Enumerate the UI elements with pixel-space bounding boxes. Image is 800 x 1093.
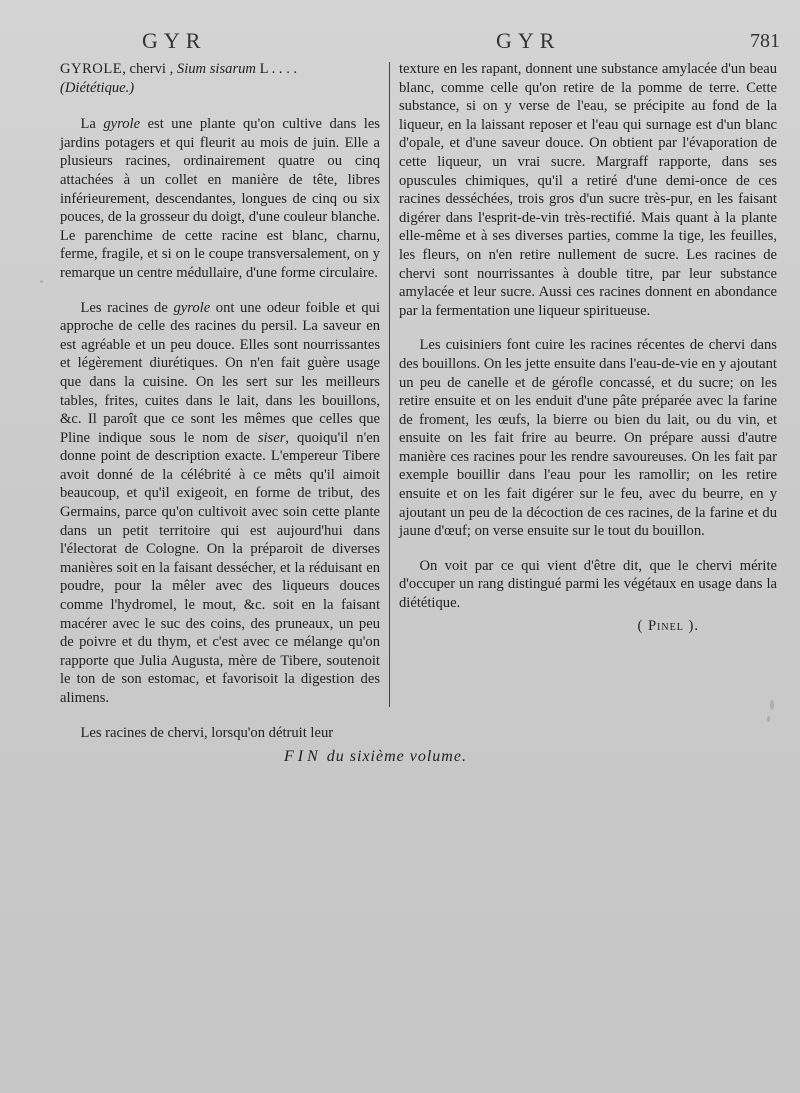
right-running-head: GYR — [496, 28, 561, 53]
left-paragraph-3: Les racines de chervi, lorsqu'on détruit leur — [80, 724, 334, 741]
right-column — [399, 60, 777, 635]
right-paragraph-1: texture en les rapant, donnent une substance amylacée d'un beau blanc, comme celle qu'on retire de la pomme de terre. Cette substance, si on y verse de l'eau, se précipite au fond de la liqueur, en la laissant reposer et l'eau qui surnage est d'un blanc d'opale, et d'une saveur douce. On obtient par l'évaporation de cette liqueur, un vrai sucre. Margraff rapporte, dans ses opuscules chimiques, qu'il a retiré d'une demi-once de ces racines desséchées, trois gros d'un sucre très-pur, en les faisant digérer dans l'esprit-de-vin très-rectifié. Mais quant à la plante elle-même et à ses diverses parties, comme la tige, les feuilles, les fleurs, on n'en retire nullement de sucre. Les racines de chervi sont nourrissantes à double titre, par leur substance amylacée et leur sucre. Aussi ces racines donnent en abondance par la fermentation une liqueur spiritueuse. — [399, 61, 777, 319]
paper-stain — [40, 280, 43, 283]
p2-mid: ont une odeur foible et qui approche de celle des racines du persil. La saveur en est agréable et un peu douce. Elles sont nourrissantes et légèrement diurétiques. On n'en fait guère usage que dans la cuisine. On les sert sur les meilleurs tables, frites, cuites dans le lait, dans les bouillons, &c. Il paroît que ce sont les mêmes que celles que Pline indique sous le nom de — [60, 299, 380, 446]
p1-start: La — [80, 116, 104, 133]
p1-term: gyrole — [103, 116, 141, 133]
entry-headword: GYROLE — [60, 61, 123, 77]
entry-synonyms: , chervi , — [122, 61, 177, 77]
end-of-volume-note — [284, 748, 467, 766]
left-column — [60, 60, 380, 742]
left-paragraph-1 — [60, 115, 380, 282]
paper-stain — [770, 700, 774, 710]
fin-rest: du sixième volume. — [321, 748, 467, 765]
left-running-head: GYR — [142, 28, 207, 53]
left-paragraph-2 — [60, 299, 380, 708]
page-number: 781 — [750, 30, 780, 52]
p2-rest: , quoiqu'il n'en donne point de description exacte. L'empereur Tibere avoit donné de la célébrité à ce mêts qu'il aimoit beaucoup, et qu'il exigeoit, en forme de tribut, des Germains, parce qu'on cultivoit avec soin cette plante dans un petit territoire qui est aujourd'hui dans l'électorat de Cologne. On la préparoit de diverses manières soit en la faisant dessécher, et la réduisant en poudre, pour la mêler avec des liqueurs douces comme l'hydromel, le mout, &c. soit en la faisant macérer avec le suc des coins, des pruneaux, un peu de poivre et du thym, et c'est avec ce mélange qu'on rapporte que Julia Augusta, mère de Tibere, soutenoit le ton de son estomac, et favorisoit la digestion des alimens. — [60, 429, 380, 706]
column-divider — [389, 62, 390, 707]
entry-category: (Diététique.) — [60, 79, 135, 96]
p2-term: gyrole — [173, 299, 211, 316]
entry-authority: L . . . . — [255, 61, 298, 77]
entry-heading — [60, 60, 380, 97]
entry-latin-name: Sium sisarum — [176, 61, 256, 77]
right-paragraph-2: Les cuisiniers font cuire les racines récentes de chervi dans des bouillons. On les jette ensuite dans l'eau-de-vie en y ajoutant un peu de canelle et de gérofle concassé, et du sucre; on les retire ensuite et on les enduit d'une pâte préparée avec la farine de froment, les œufs, la bierre ou bien du lait, ou du vin, et ensuite on les fait frire au beurre. On prépare aussi d'autre manière ces racines pour les rendre savoureuses. On les fait par exemple bouillir dans l'eau pour les ramollir; on les retire ensuite et on les fait digérer sur le feu, avec du beurre, en y ajoutant un peu de la décoction de ces racines, de la farine et du jaune d'œuf; on verse ensuite sur le tout du bouillon. — [399, 337, 777, 540]
p1-rest: est une plante qu'on cultive dans les jardins potagers et qui fleurit au mois de juin. Elle a plusieurs racines, ordinairement quatre ou cinq attachées à un collet en manière de tête, libres inférieurement, descendantes, longues de cinq ou six pouces, de la grosseur du doigt, d'une couleur blanche. Le parenchime de cette racine est blanc, charnu, ferme, fragile, et si on le coupe transversalement, on y remarque un centre médullaire, d'une forme circulaire. — [60, 116, 380, 281]
right-paragraph-3: On voit par ce qui vient d'être dit, que le chervi mérite d'occuper un rang distingué parmi les végétaux en usage dans la diététique. — [399, 557, 777, 612]
author-signature: ( Pinel ). — [637, 617, 699, 634]
p2-term2: siser — [257, 429, 286, 446]
p2-start: Les racines de — [80, 299, 174, 316]
fin-word: FIN — [284, 748, 322, 765]
paper-stain — [767, 716, 770, 722]
